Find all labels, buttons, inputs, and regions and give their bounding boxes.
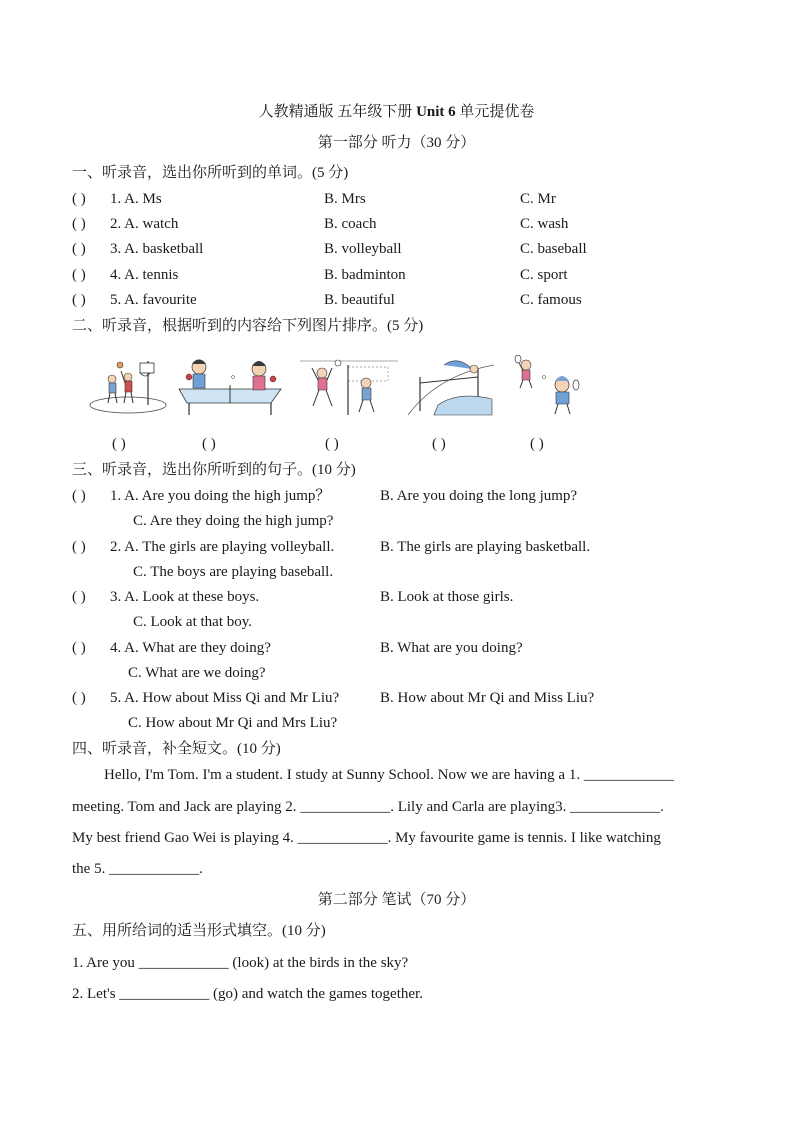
section4-heading: 四、听录音，补全短文。(10 分): [72, 741, 281, 757]
answer-blank[interactable]: ( ): [72, 292, 86, 308]
picture-order-blank[interactable]: ( ): [202, 436, 216, 452]
answer-blank[interactable]: ( ): [72, 589, 86, 605]
s1-question: ( ) 1. A. Ms B. Mrs C. Mr: [72, 191, 556, 207]
s3-question: ( ) 5. A. How about Miss Qi and Mr Liu? B. How about Mr Qi and Miss Liu?: [72, 690, 595, 706]
s1-question: ( ) 4. A. tennis B. badminton C. sport: [72, 267, 568, 283]
unit-label: Unit 6: [416, 104, 456, 120]
answer-blank[interactable]: ( ): [72, 216, 86, 232]
answer-blank[interactable]: ( ): [72, 191, 86, 207]
section5-heading: 五、用所给词的适当形式填空。(10 分): [72, 923, 326, 939]
table-tennis-players-picture: [173, 355, 288, 417]
volleyball-players-picture: [300, 355, 398, 417]
s3-option-c: C. How about Mr Qi and Mrs Liu?: [128, 715, 338, 731]
answer-blank[interactable]: ( ): [72, 488, 86, 504]
s3-option-c: C. Look at that boy.: [133, 614, 253, 630]
section1-heading: 一、听录音，选出你所听到的单词。(5 分): [72, 165, 349, 181]
answer-blank[interactable]: ( ): [72, 241, 86, 257]
part1-heading: 第一部分 听力（30 分）: [317, 135, 476, 151]
s1-question: ( ) 5. A. favourite B. beautiful C. famous: [72, 292, 582, 308]
s3-option-c: C. Are they doing the high jump?: [133, 513, 334, 529]
picture-order-blank[interactable]: ( ): [325, 436, 339, 452]
s3-question: ( ) 3. A. Look at these boys. B. Look at those girls.: [72, 589, 514, 605]
s3-question: ( ) 4. A. What are they doing? B. What are you doing?: [72, 640, 523, 656]
passage-line: the 5. ____________.: [72, 861, 203, 877]
s1-question: ( ) 2. A. watch B. coach C. wash: [72, 216, 569, 232]
answer-blank[interactable]: ( ): [72, 640, 86, 656]
s3-option-c: C. What are we doing?: [128, 665, 266, 681]
part2-heading: 第二部分 笔试（70 分）: [317, 892, 476, 908]
picture-order-blank[interactable]: ( ): [112, 436, 126, 452]
fill-in-question: 1. Are you ____________ (look) at the birds in the sky?: [72, 955, 409, 971]
document-title: 人教精通版 五年级下册 Unit 6 单元提优卷: [258, 104, 535, 120]
answer-blank[interactable]: ( ): [72, 267, 86, 283]
answer-blank[interactable]: ( ): [72, 690, 86, 706]
passage-line: meeting. Tom and Jack are playing 2. ____________. Lily and Carla are playing3. ____________.: [72, 799, 664, 815]
s3-question: ( ) 1. A. Are you doing the high jump？ B. Are you doing the long jump?: [72, 488, 578, 504]
answer-blank[interactable]: ( ): [72, 539, 86, 555]
passage-line: My best friend Gao Wei is playing 4. ____________. My favourite game is tennis. I like watching: [72, 830, 661, 846]
section3-heading: 三、听录音，选出你所听到的句子。(10 分): [72, 462, 356, 478]
fill-in-question: 2. Let's ____________ (go) and watch the games together.: [72, 986, 423, 1002]
s3-question: ( ) 2. A. The girls are playing volleyball. B. The girls are playing basketball.: [72, 539, 591, 555]
section2-heading: 二、听录音，根据听到的内容给下列图片排序。(5 分): [72, 318, 424, 334]
high-jump-picture: [408, 355, 494, 417]
s3-option-c: C. The boys are playing baseball.: [133, 564, 334, 580]
picture-order-blank[interactable]: ( ): [530, 436, 544, 452]
s1-question: ( ) 3. A. basketball B. volleyball C. baseball: [72, 241, 587, 257]
picture-order-blank[interactable]: ( ): [432, 436, 446, 452]
badminton-players-picture: [510, 355, 590, 417]
basketball-players-picture: [88, 355, 168, 417]
passage-line: Hello, I'm Tom. I'm a student. I study at Sunny School. Now we are having a 1. ____________: [104, 767, 674, 783]
